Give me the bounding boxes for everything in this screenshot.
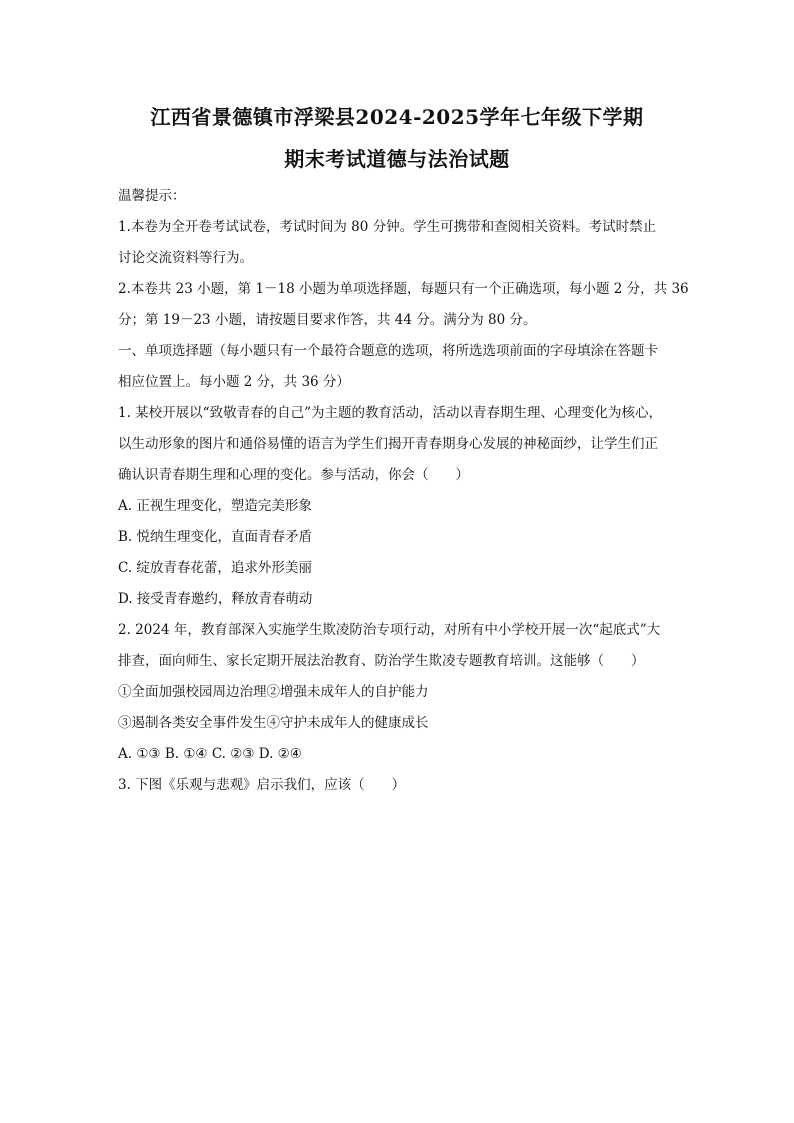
question-1-stem: 确认识青春期生理和心理的变化。参与活动，你会（ ） xyxy=(118,467,469,483)
reminder-heading: 温馨提示： xyxy=(118,188,186,204)
exam-title-line2: 期末考试道德与法治试题 xyxy=(284,147,510,171)
question-2-items: ③遏制各类安全事件发生④守护未成年人的健康成长 xyxy=(118,715,429,731)
question-1-option-a: A. 正视生理变化，塑造完美形象 xyxy=(118,498,312,514)
note-line: 2.本卷共 23 小题，第 1－18 小题为单项选择题，每题只有一个正确选项，每小题 2 分，共 36 xyxy=(118,281,689,297)
exam-title-line1: 江西省景德镇市浮梁县2024-2025学年七年级下学期 xyxy=(150,105,644,129)
question-1-option-d: D. 接受青春邀约，释放青春萌动 xyxy=(118,591,313,607)
section-heading: 相应位置上。每小题 2 分，共 36 分） xyxy=(118,374,350,390)
question-2-items: ①全面加强校园周边治理②增强未成年人的自护能力 xyxy=(118,684,429,700)
question-1-option-b: B. 悦纳生理变化，直面青春矛盾 xyxy=(118,529,313,545)
note-line: 1.本卷为全开卷考试试卷，考试时间为 80 分钟。学生可携带和查阅相关资料。考试时禁止 xyxy=(118,219,657,235)
note-line: 分；第 19－23 小题，请按题目要求作答，共 44 分。满分为 80 分。 xyxy=(118,312,537,328)
question-1-stem: 1. 某校开展以“致敬青春的自己”为主题的教育活动，活动以青春期生理、心理变化为核心， xyxy=(118,405,662,421)
question-2-options: A. ①③ B. ①④ C. ②③ D. ②④ xyxy=(118,746,302,762)
question-2-stem: 排查，面向师生、家长定期开展法治教育、防治学生欺凌专题教育培训。这能够（ ） xyxy=(118,653,645,669)
question-1-option-c: C. 绽放青春花蕾，追求外形美丽 xyxy=(118,560,312,576)
note-line: 讨论交流资料等行为。 xyxy=(118,250,253,266)
question-1-stem: 以生动形象的图片和通俗易懂的语言为学生们揭开青春期身心发展的神秘面纱，让学生们正 xyxy=(118,436,658,452)
section-heading: 一、单项选择题（每小题只有一个最符合题意的选项，将所选选项前面的字母填涂在答题卡 xyxy=(118,343,658,359)
question-3-stem: 3. 下图《乐观与悲观》启示我们，应该（ ） xyxy=(118,777,406,793)
question-2-stem: 2. 2024 年，教育部深入实施学生欺凌防治专项行动，对所有中小学校开展一次“起底式”大 xyxy=(118,622,661,638)
